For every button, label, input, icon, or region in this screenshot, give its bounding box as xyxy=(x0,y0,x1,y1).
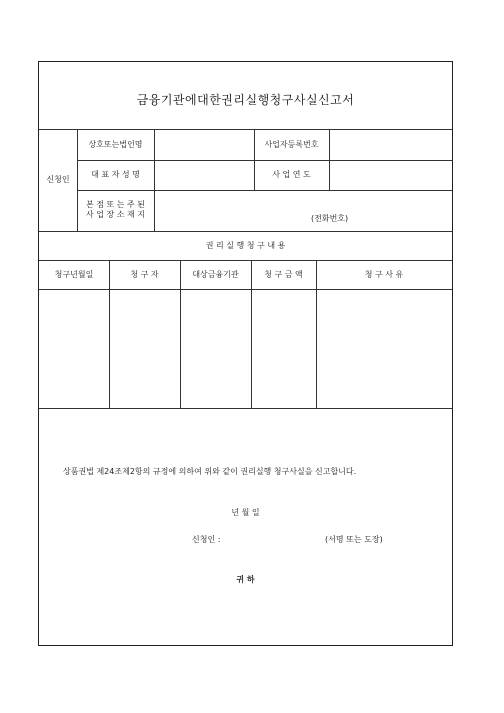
column-claim-reason: 청 구 사 유 xyxy=(364,270,404,279)
divider-mid-col-a xyxy=(254,129,255,190)
date-line: 년 월 일 xyxy=(231,508,260,517)
form-title: 금융기관에대한권리실행청구사실신고서 xyxy=(136,93,355,107)
divider-label-col xyxy=(154,129,155,231)
divider-header xyxy=(39,129,452,130)
company-name-label: 상호또는법인명 xyxy=(88,140,143,149)
divider-col1 xyxy=(109,260,110,408)
applicant-signature-label: 신청인 : xyxy=(192,535,221,544)
address-label-line2: 사 업 장 소 재 지 xyxy=(85,210,146,219)
divider-col4 xyxy=(316,260,317,408)
divider-row1 xyxy=(77,160,452,161)
report-form xyxy=(38,61,453,646)
column-claim-date: 청구년월일 xyxy=(54,270,94,279)
applicant-group-label: 신청인 xyxy=(46,175,70,184)
divider-mid-col-b xyxy=(329,129,330,190)
phone-label: (전화번호) xyxy=(311,214,349,223)
column-claimant: 청 구 자 xyxy=(130,270,159,279)
addressee: 귀 하 xyxy=(236,575,255,584)
registration-number-label: 사업자등록번호 xyxy=(264,140,319,149)
divider-section xyxy=(39,260,452,261)
column-claim-amount: 청 구 금 액 xyxy=(264,270,303,279)
divider-col3 xyxy=(251,260,252,408)
claims-section-label: 권 리 실 행 청 구 내 용 xyxy=(205,241,286,250)
divider-applicant xyxy=(39,231,452,232)
business-year-label: 사 업 연 도 xyxy=(272,170,311,179)
divider-col2 xyxy=(180,260,181,408)
signature-note: (서명 또는 도장) xyxy=(325,535,383,544)
divider-table-end xyxy=(39,408,452,409)
column-target-institution: 대상금융기관 xyxy=(192,270,239,279)
address-label-line1: 본 점 또 는 주 된 xyxy=(85,200,146,209)
divider-row2 xyxy=(77,190,452,191)
representative-name-label: 대 표 자 성 명 xyxy=(91,170,140,179)
divider-columns xyxy=(39,289,452,290)
declaration-statement: 상품권법 제24조제2항의 규정에 의하여 위와 같이 권리실행 청구사실을 신고합니다. xyxy=(63,467,357,476)
